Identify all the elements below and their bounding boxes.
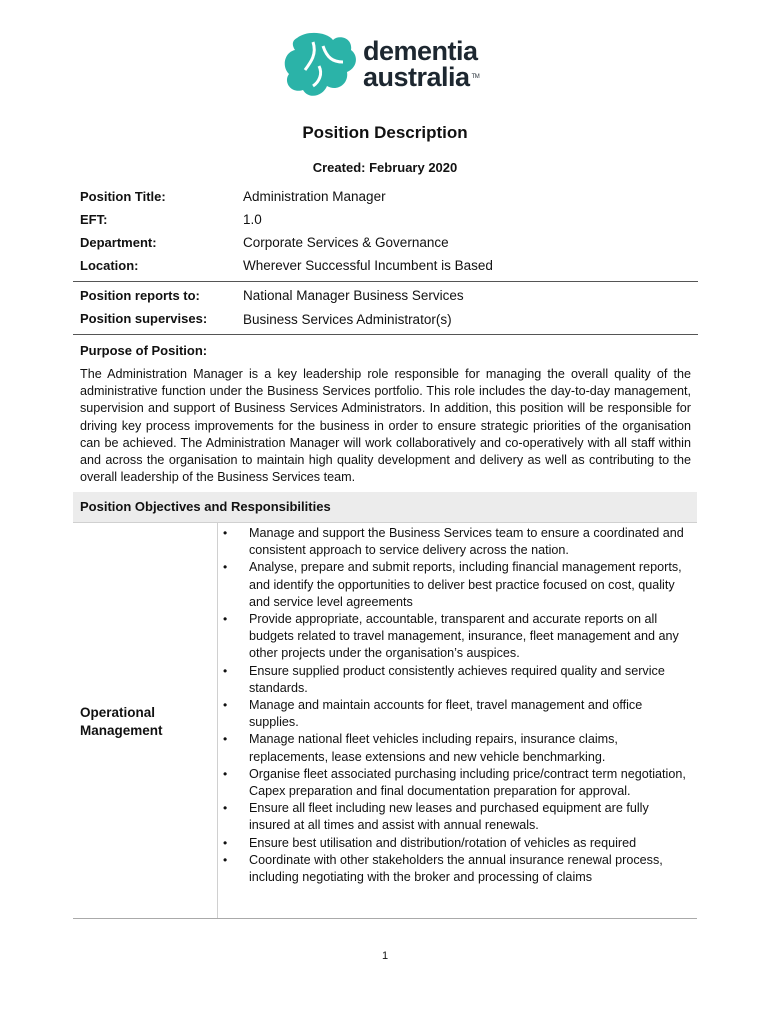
logo-line2: australia ™ [363,62,480,92]
list-item: • Manage and support the Business Services team to ensure a coordinated and consistent approach to service delivery across the nation. [223,525,693,559]
list-item: • Organise fleet associated purchasing including price/contract term negotiation, Capex preparation and final documentation preparation for approval. [223,766,693,800]
divider [73,334,698,335]
field-label-department: Department: [80,235,157,250]
objectives-header [73,492,697,523]
field-label-reports-to: Position reports to: [80,288,200,303]
list-item: • Provide appropriate, accountable, transparent and accurate reports on all budgets related to travel management, insurance, fleet management and any other projects under the organisation’s auspices. [223,611,693,663]
list-item: • Coordinate with other stakeholders the annual insurance renewal process, including negotiating with the broker and processing of claims [223,852,693,886]
field-value-position-title: Administration Manager [243,189,386,204]
purpose-heading: Purpose of Position: [80,343,208,358]
list-item: • Ensure supplied product consistently achieves required quality and service standards. [223,663,693,697]
field-label-eft: EFT: [80,212,108,227]
section-label-cell [73,523,218,919]
responsibility-list [223,525,693,886]
logo-line1: dementia [363,36,478,66]
list-item: • Ensure all fleet including new leases and purchased equipment are fully insured at all times and assist with annual renewals. [223,800,693,834]
field-value-reports-to: National Manager Business Services [243,288,464,303]
field-label-location: Location: [80,258,139,273]
objectives-table [73,492,697,919]
field-label-supervises: Position supervises: [80,311,208,326]
list-item: • Manage and maintain accounts for fleet, travel management and office supplies. [223,697,693,731]
section-label: Operational Management [80,705,163,738]
list-item: • Analyse, prepare and submit reports, including financial management reports, and identify the opportunities to deliver best practice focused on cost, quality and service level agreements [223,559,693,611]
trademark: TM [471,74,480,80]
logo-wordmark [363,38,479,90]
field-value-eft: 1.0 [243,212,262,227]
objectives-heading: Position Objectives and Responsibilities [80,499,331,514]
field-value-location: Wherever Successful Incumbent is Based [243,258,493,273]
purpose-text: The Administration Manager is a key leadership role responsible for managing the overall quality of the administrative function under the Business Services portfolio. This role includes the day-to-day management, supervision and support of Business Services Administrators. In addition, this position will be responsible for driving key process improvements for the business in order to ensure strategic priorities of the organisation can be achieved. The Administration Manager will work collaboratively and co-operatively with all staff within and across the organisation to maintain high quality development and delivery as well as contributing to the overall leadership of the Business Services team. [80,367,691,485]
field-value-department: Corporate Services & Governance [243,235,449,250]
table-bottom-border [73,918,697,919]
dementia-australia-logo [283,32,493,104]
list-item: • Ensure best utilisation and distribution/rotation of vehicles as required [223,835,693,852]
list-item: • Manage national fleet vehicles including repairs, insurance claims, replacements, lease extensions and new vehicle benchmarking. [223,731,693,765]
brain-icon [283,32,361,102]
divider [73,281,698,282]
field-value-supervises: Business Services Administrator(s) [243,312,452,327]
page-number: 1 [381,950,389,962]
field-label-position-title: Position Title: [80,189,166,204]
created-date: Created: February 2020 [312,160,458,175]
page-title: Position Description [302,123,468,142]
